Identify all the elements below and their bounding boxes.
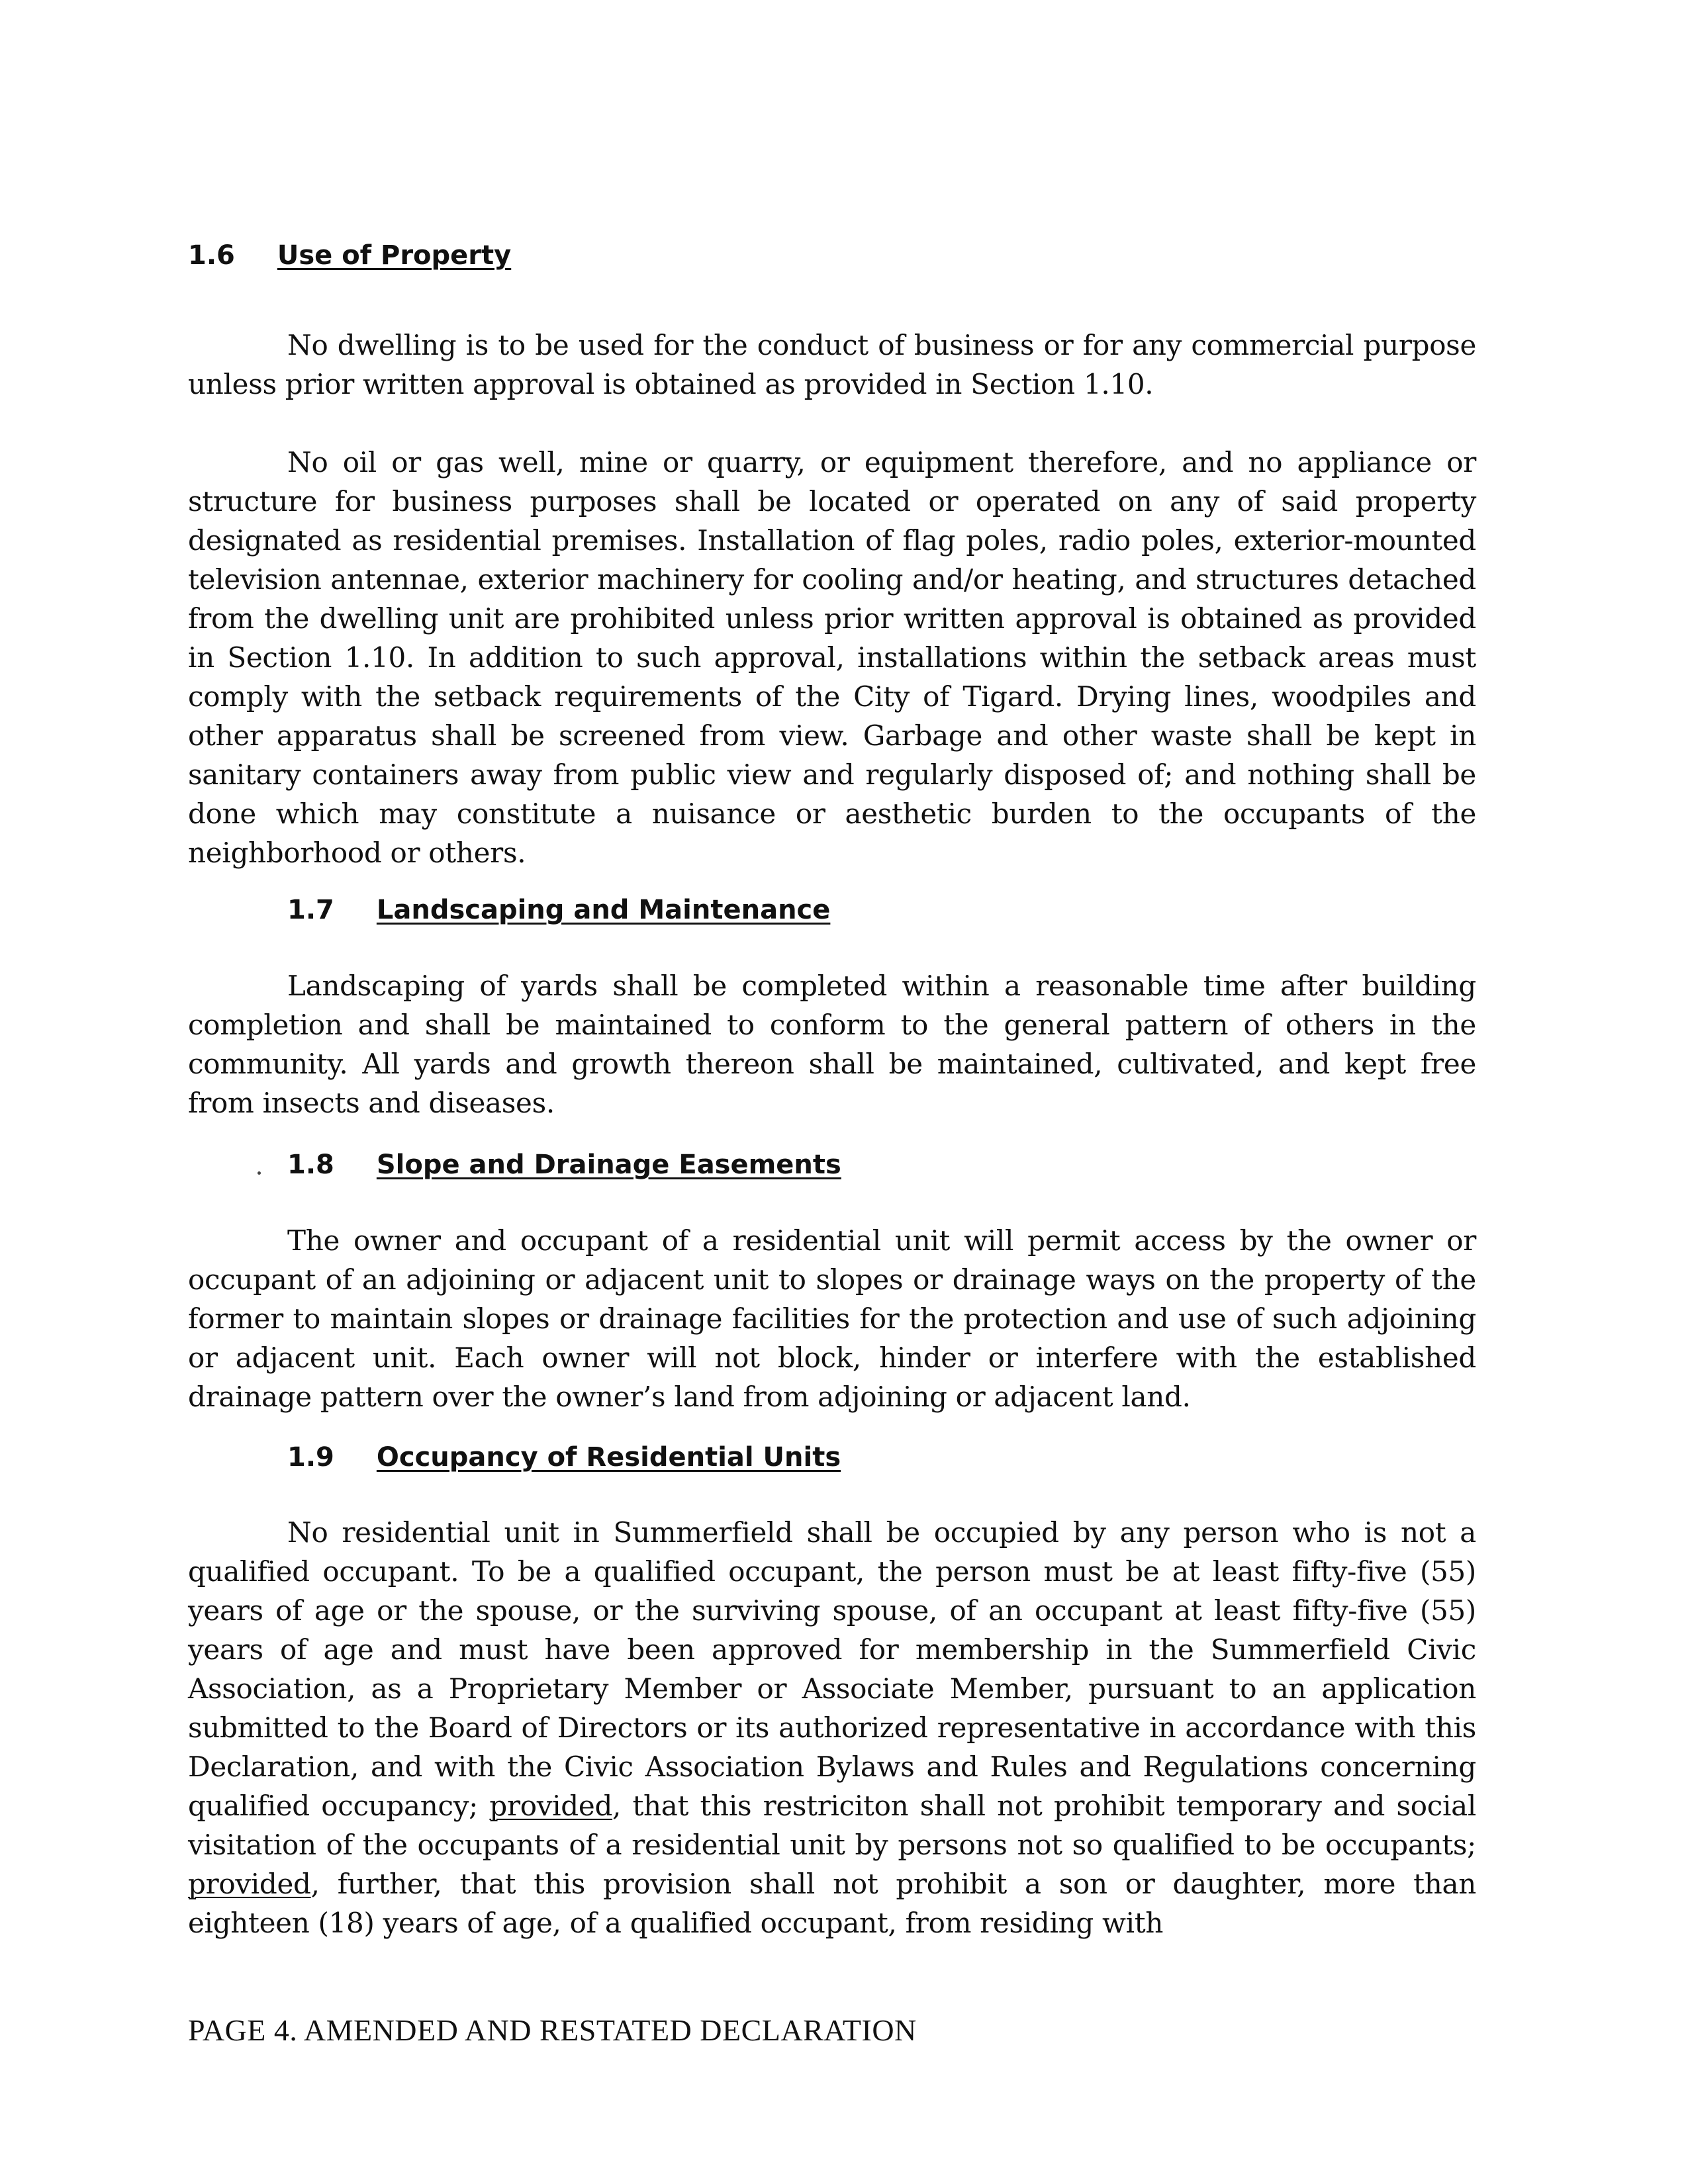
section-1-6-paragraph-2: No oil or gas well, mine or quarry, or equipment therefore, and no appliance or structure for business purposes shall be located or operated on any of said property designated as residential premises. Installation of flag poles, radio poles, exterior-mounted television antennae, exterior machinery for cooling and/or heating, and structures detached from the dwelling unit are prohibited unless prior written approval is obtained as provided in Section 1.10. In addition to such approval, installations within the setback areas must comply with the setback requirements of the City of Tigard. Drying lines, woodpiles and other apparatus shall be screened from view. Garbage and other waste shall be kept in sanitary containers away from public view and regularly disposed of; and nothing shall be done which may constitute a nuisance or aesthetic burden to the occupants of the neighborhood or others. bbox=[188, 446, 1476, 869]
section-title: Occupancy of Residential Units bbox=[376, 1442, 841, 1473]
paragraph-text: , that this restriciton shall not prohibit temporary and social visitation of the occupants of a residential unit by persons not so qualified to be occupants; bbox=[188, 1790, 1476, 1861]
section-title: Slope and Drainage Easements bbox=[376, 1150, 841, 1180]
paragraph-text: , further, that this provision shall not prohibit a son or daughter, more than eighteen (18) years of age, of a qualified occupant, from residing with bbox=[188, 1868, 1476, 1939]
section-number: 1.9 bbox=[287, 1442, 334, 1473]
section-number: 1.7 bbox=[287, 895, 334, 925]
stray-mark bbox=[258, 1171, 261, 1175]
section-number: 1.8 bbox=[287, 1150, 334, 1180]
section-title: Landscaping and Maintenance bbox=[376, 895, 831, 925]
section-1-6-heading bbox=[188, 240, 511, 271]
section-1-6-paragraph-1: No dwelling is to be used for the conduct of business or for any commercial purpose unless prior written approval is obtained as provided in Section 1.10. bbox=[188, 329, 1476, 400]
paragraph-text: No residential unit in Summerfield shall be occupied by any person who is not a qualified occupant. To be a qualified occupant, the person must be at least fifty-five (55) years of age or the spouse, or the surviving spouse, of an occupant at least fifty-five (55) years of age and must have been approved for membership in the Summerfield Civic Association, as a Proprietary Member or Associate Member, pursuant to an application submitted to the Board of Directors or its authorized representative in accordance with this Declaration, and with the Civic Association Bylaws and Rules and Regulations concerning qualified occupancy; bbox=[188, 1516, 1476, 1822]
page-footer: PAGE 4. AMENDED AND RESTATED DECLARATION bbox=[188, 2013, 917, 2047]
provided-emphasis: provided bbox=[188, 1868, 311, 1900]
section-title: Use of Property bbox=[277, 240, 512, 271]
section-1-9-heading bbox=[287, 1441, 841, 1473]
section-1-7-heading bbox=[287, 894, 830, 926]
section-1-7-paragraph: Landscaping of yards shall be completed within a reasonable time after building completion and shall be maintained to conform to the general pattern of others in the community. All yards and growth thereon shall be maintained, cultivated, and kept free from insects and diseases. bbox=[188, 970, 1476, 1119]
section-1-8-heading bbox=[287, 1149, 841, 1181]
section-1-9-paragraph bbox=[188, 1513, 1476, 1942]
section-1-8-paragraph: The owner and occupant of a residential unit will permit access by the owner or occupant of an adjoining or adjacent unit to slopes or drainage ways on the property of the former to maintain slopes or drainage facilities for the protection and use of such adjoining or adjacent unit. Each owner will not block, hinder or interfere with the established drainage pattern over the owner’s land from adjoining or adjacent land. bbox=[188, 1224, 1476, 1413]
section-number: 1.6 bbox=[188, 240, 235, 271]
provided-emphasis: provided bbox=[489, 1790, 613, 1822]
